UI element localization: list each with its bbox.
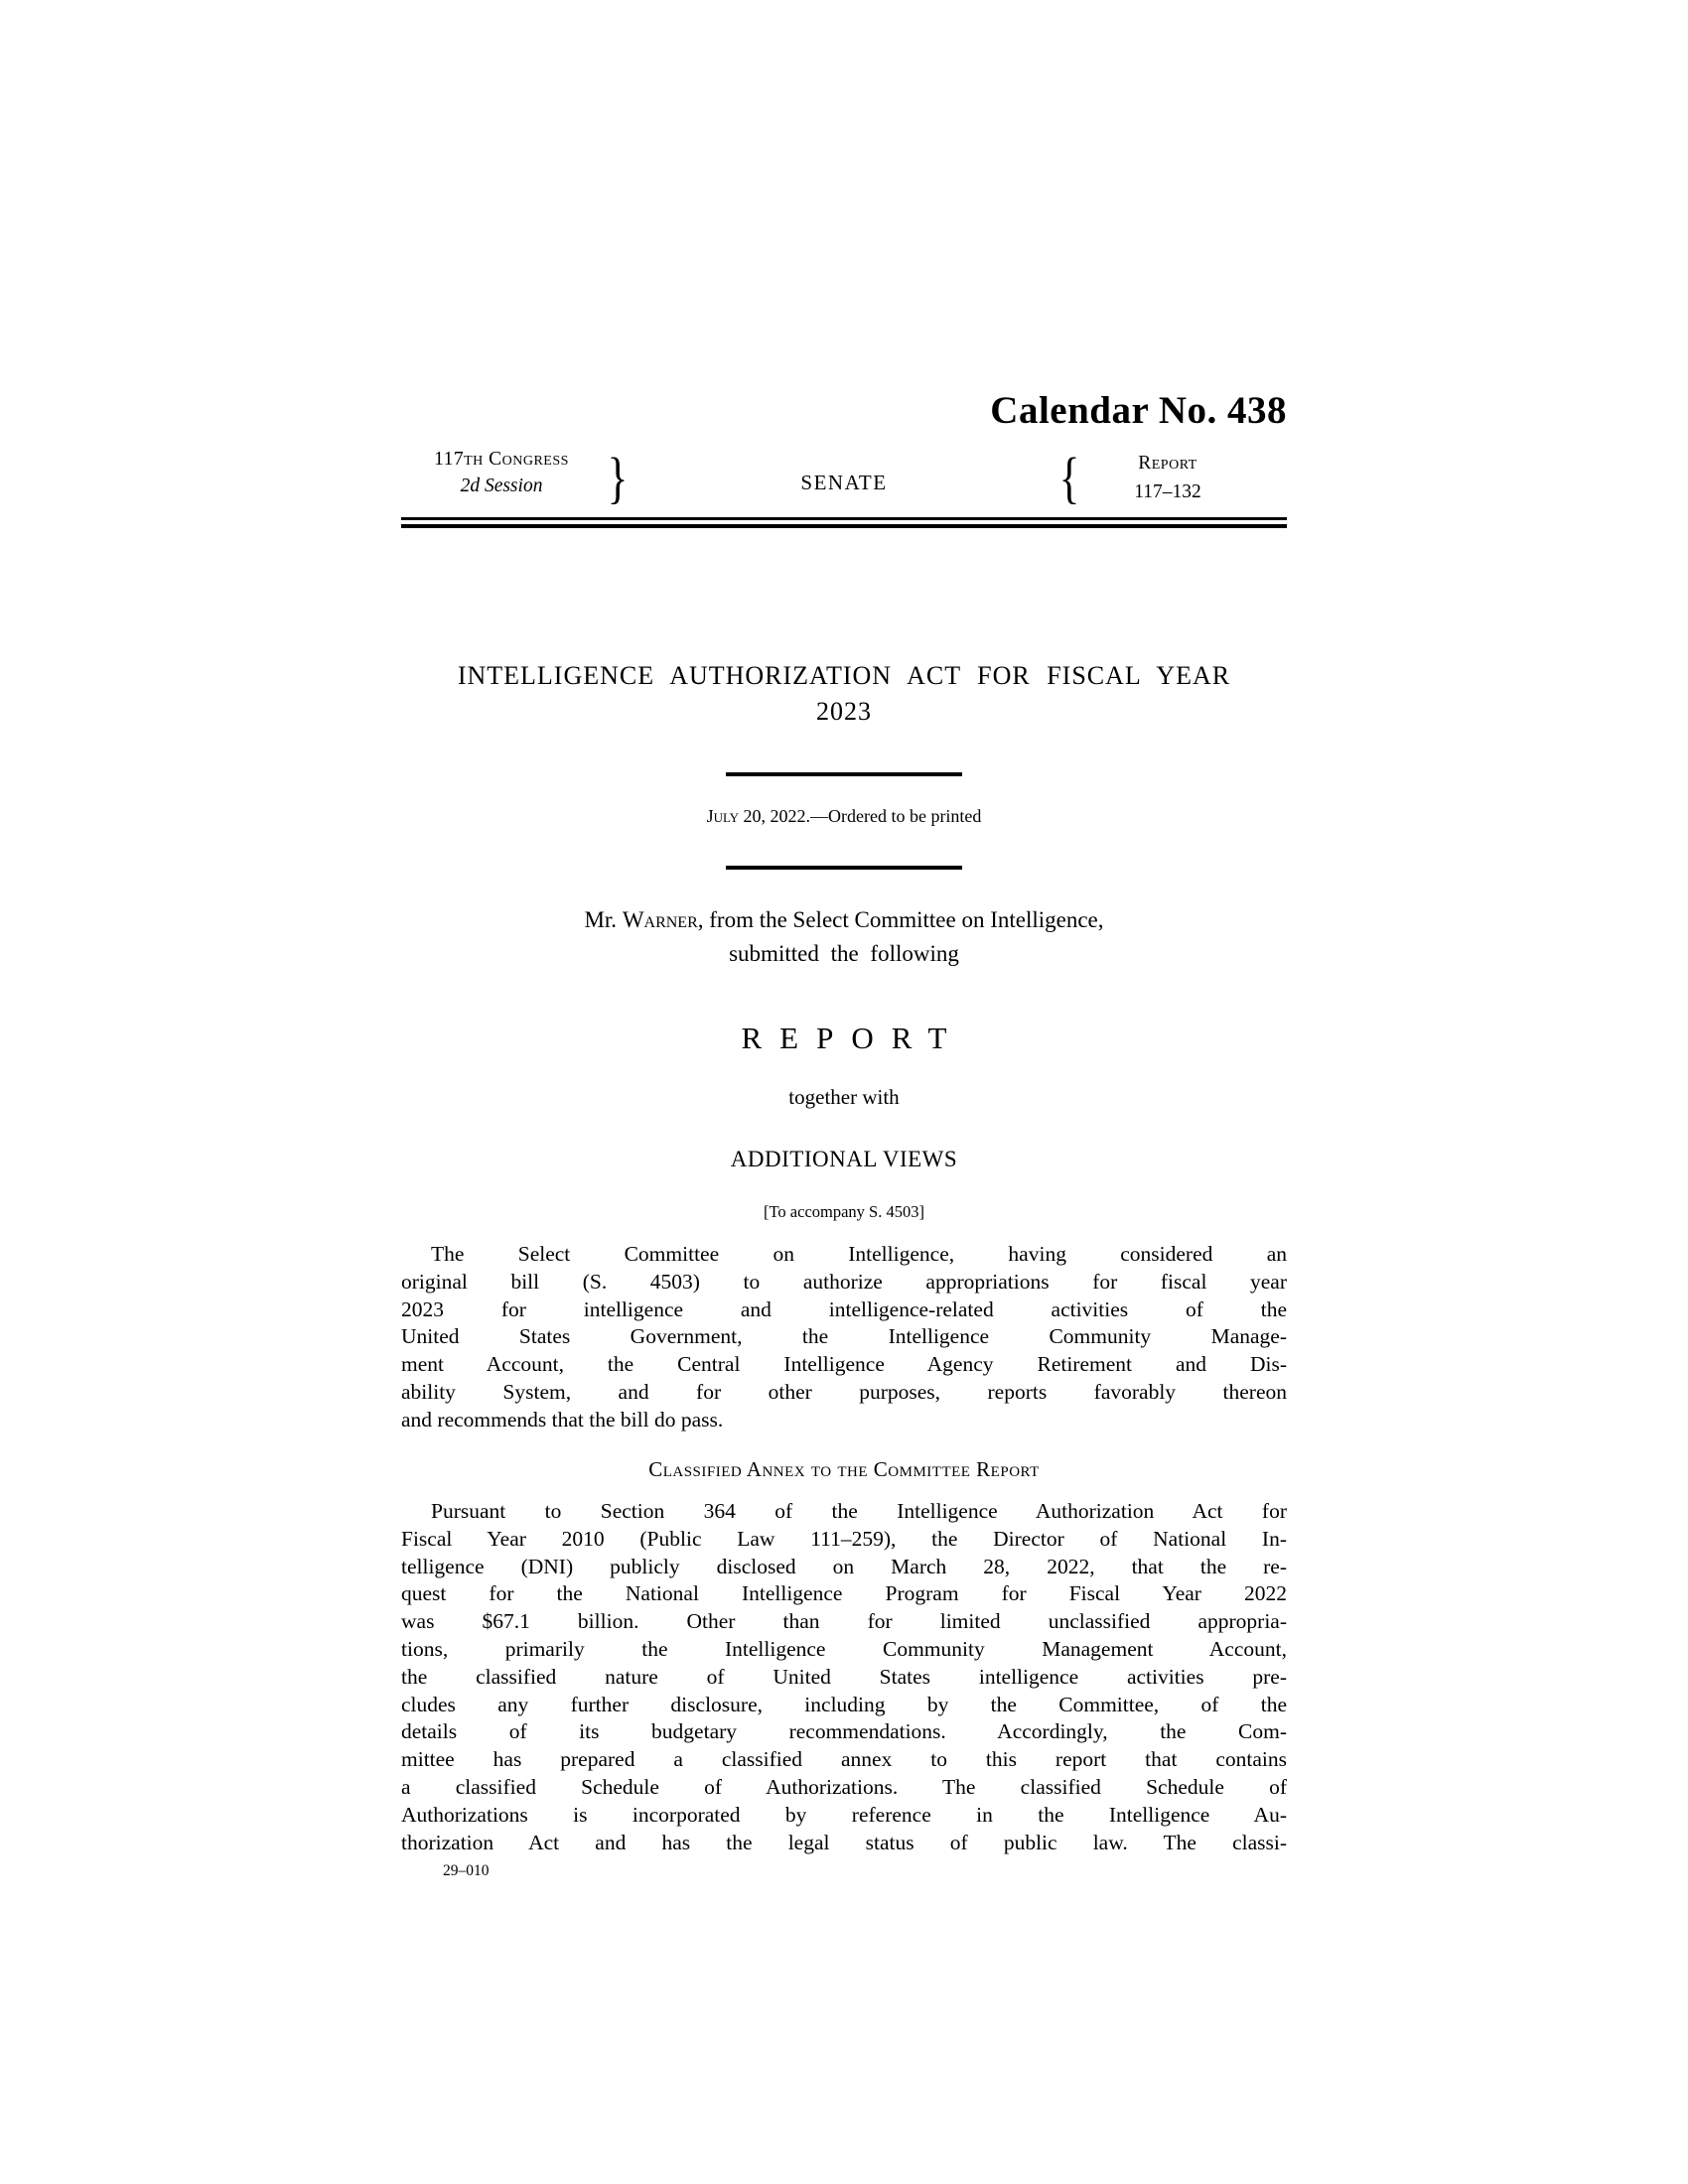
- attribution-line-2: submitted the following: [729, 941, 959, 966]
- section-heading: Classified Annex to the Committee Report: [648, 1457, 1040, 1481]
- attribution: [401, 903, 1287, 971]
- text-line: was $67.1 billion. Other than for limited unclassified appropria-: [401, 1609, 1287, 1634]
- attribution-prefix: Mr.: [584, 907, 623, 932]
- masthead: [401, 444, 1287, 517]
- text-line: thorization Act and has the legal status of public law. The classi-: [401, 1830, 1287, 1854]
- text-line: mittee has prepared a classified annex to this report that contains: [401, 1747, 1287, 1772]
- job-number: 29–010: [443, 1862, 490, 1879]
- document-title-line-2: 2023: [816, 697, 872, 726]
- text-line: details of its budgetary recommendations. Accordingly, the Com-: [401, 1719, 1287, 1744]
- accompany-note: [To accompany S. 4503]: [764, 1202, 924, 1221]
- document-title-line-1: INTELLIGENCE AUTHORIZATION ACT FOR FISCAL YEAR: [457, 661, 1231, 690]
- body-paragraph-2: [401, 1498, 1287, 1856]
- congress-session-block: [401, 446, 602, 499]
- text-line: Pursuant to Section 364 of the Intelligence Authorization Act for: [431, 1499, 1287, 1523]
- calendar-number: Calendar No. 438: [990, 389, 1287, 432]
- report-number: 117–132: [1134, 481, 1201, 502]
- document-title: [401, 658, 1287, 730]
- right-curly-brace-glyph: }: [607, 447, 629, 510]
- left-curly-brace-glyph: {: [1058, 447, 1080, 510]
- attribution-line-1: [401, 903, 1287, 937]
- text-line: quest for the National Intelligence Program for Fiscal Year 2022: [401, 1581, 1287, 1606]
- text-line: tions, primarily the Intelligence Community Management Account,: [401, 1636, 1287, 1661]
- text-line: cludes any further disclosure, including by the Committee, of the: [401, 1692, 1287, 1716]
- text-line: ment Account, the Central Intelligence Agency Retirement and Dis-: [401, 1352, 1287, 1377]
- report-heading: REPORT: [741, 1021, 965, 1055]
- text-line: telligence (DNI) publicly disclosed on March 28, 2022, that the re-: [401, 1554, 1287, 1578]
- text-line: original bill (S. 4503) to authorize appropriations for fiscal year: [401, 1269, 1287, 1294]
- text-line: a classified Schedule of Authorizations. The classified Schedule of: [401, 1774, 1287, 1799]
- report-label: Report: [1138, 453, 1197, 474]
- text-line: United States Government, the Intelligence Community Manage-: [401, 1324, 1287, 1349]
- session-label: 2d Session: [460, 476, 543, 496]
- date-line: [401, 806, 1287, 827]
- text-line: 2023 for intelligence and intelligence-related activities of the: [401, 1297, 1287, 1321]
- report-number-block: [1108, 449, 1227, 506]
- additional-views-heading: ADDITIONAL VIEWS: [730, 1147, 958, 1171]
- congress-label: 117th Congress: [434, 449, 569, 470]
- chamber-label: SENATE: [800, 471, 888, 494]
- separator-rule: [726, 772, 962, 776]
- together-with-label: together with: [788, 1085, 900, 1109]
- double-rule: [401, 517, 1287, 528]
- text-line: Fiscal Year 2010 (Public Law 111–259), the Director of National In-: [401, 1526, 1287, 1551]
- text-line: the classified nature of United States intelligence activities pre-: [401, 1664, 1287, 1689]
- date-rest: 20, 2022.—Ordered to be printed: [738, 806, 982, 826]
- attribution-rest: , from the Select Committee on Intelligence,: [697, 907, 1104, 932]
- text-line: and recommends that the bill do pass.: [401, 1407, 724, 1432]
- date-month: July: [706, 806, 739, 826]
- text-line: ability System, and for other purposes, reports favorably thereon: [401, 1379, 1287, 1404]
- body-paragraph-1: [401, 1241, 1287, 1434]
- text-line: The Select Committee on Intelligence, having considered an: [431, 1242, 1287, 1266]
- separator-rule: [726, 866, 962, 870]
- senator-name: Warner: [622, 907, 698, 932]
- text-line: Authorizations is incorporated by reference in the Intelligence Au-: [401, 1802, 1287, 1827]
